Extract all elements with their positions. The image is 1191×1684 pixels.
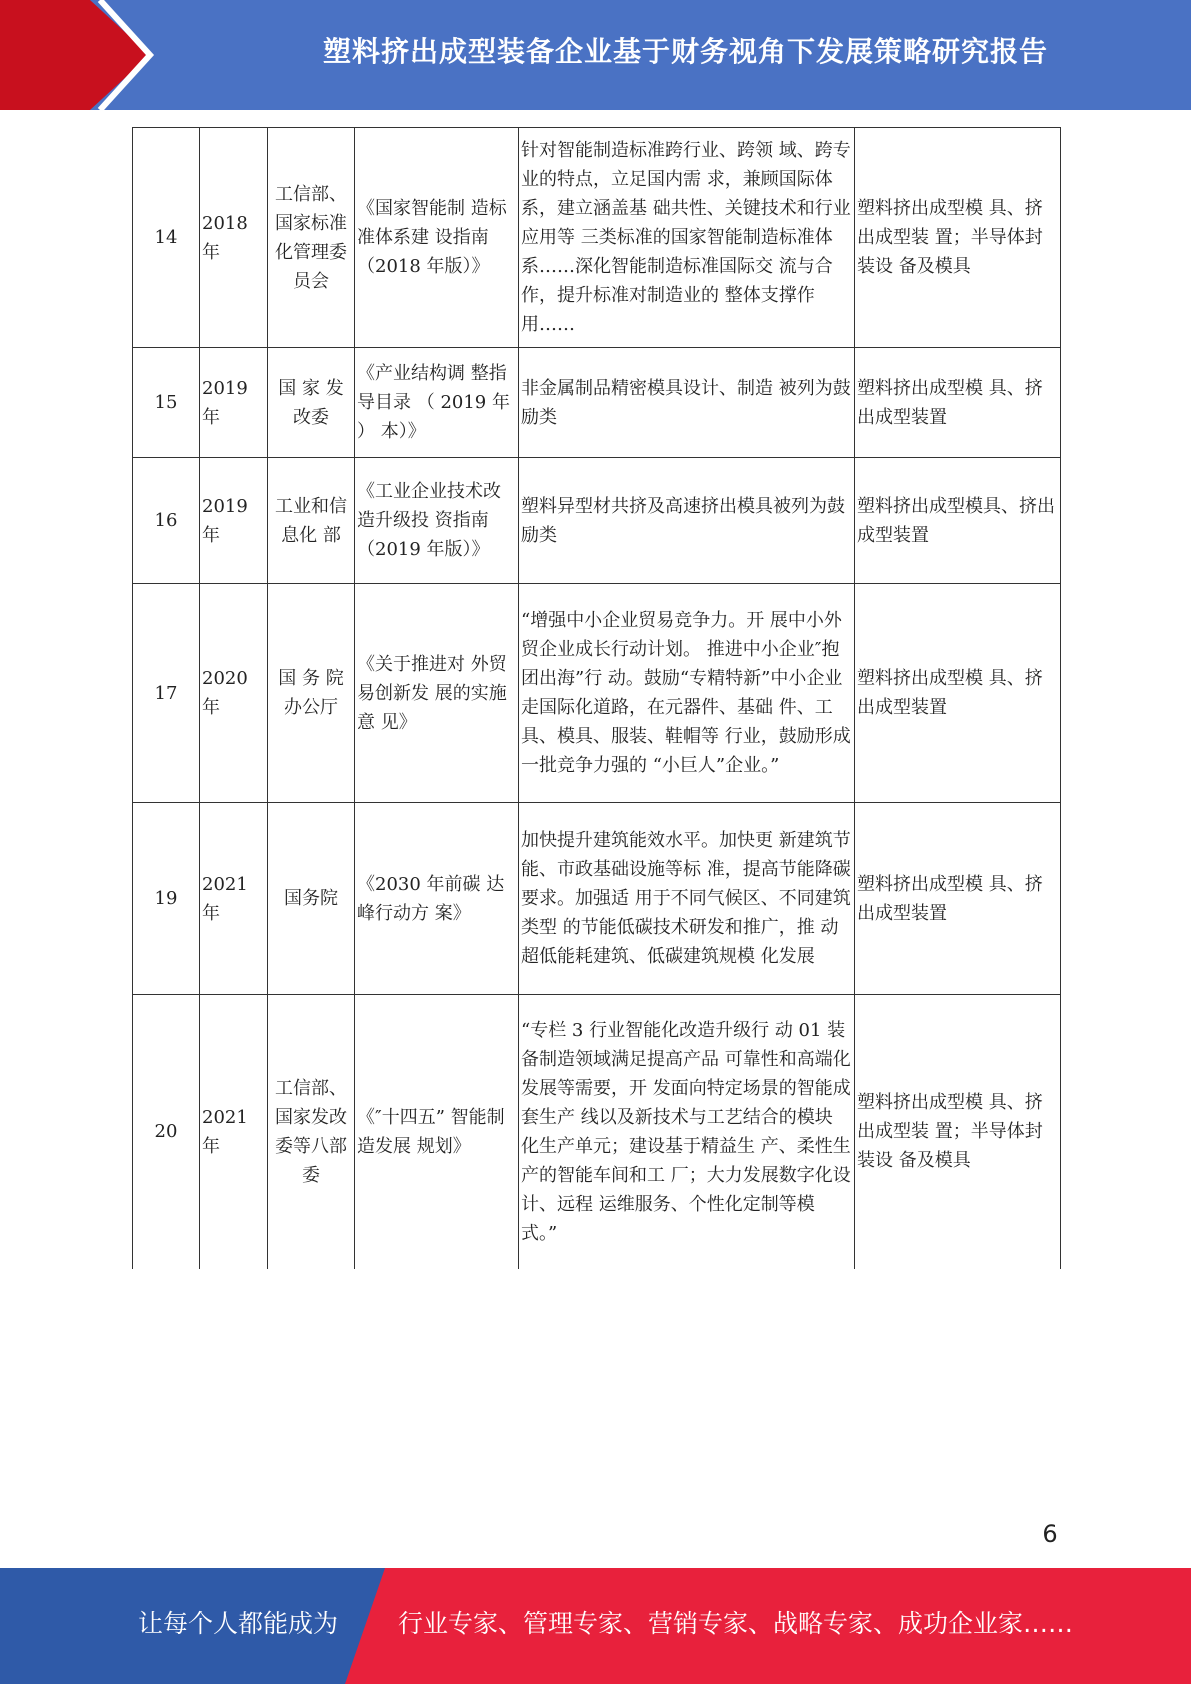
row-content: “专栏 3 行业智能化改造升级行 动 01 装备制造领域满足提高产品 可靠性和高端化发展等需要，开 发面向特定场景的智能成套生产 线以及新技术与工艺结合的模块 化生产单元；建设基于精益生 产、柔性生产的智能车间和工 厂；大力发展数字化设计、远程 运维服务、个性化定制等模 式。” bbox=[519, 995, 855, 1269]
table-row bbox=[133, 803, 1061, 995]
row-number: 15 bbox=[133, 348, 200, 458]
row-year: 2020年 bbox=[200, 584, 268, 803]
row-related-products: 塑料挤出成型模 具、挤出成型装 置；半导体封装设 备及模具 bbox=[855, 995, 1061, 1269]
row-department: 国务院 bbox=[268, 803, 355, 995]
row-document: 《工业企业技术改造升级投 资指南（2019 年版）》 bbox=[355, 458, 519, 584]
page-header bbox=[0, 0, 1191, 110]
row-number: 17 bbox=[133, 584, 200, 803]
row-number: 16 bbox=[133, 458, 200, 584]
row-document: 《产业结构调 整指导目录 （ 2019 年 ） 本）》 bbox=[355, 348, 519, 458]
row-number: 20 bbox=[133, 995, 200, 1269]
row-document: 《关于推进对 外贸易创新发 展的实施意 见》 bbox=[355, 584, 519, 803]
row-related-products: 塑料挤出成型模 具、挤出成型装 置；半导体封装设 备及模具 bbox=[855, 128, 1061, 348]
row-year: 2019年 bbox=[200, 458, 268, 584]
row-content: 非金属制品精密模具设计、制造 被列为鼓励类 bbox=[519, 348, 855, 458]
row-year: 2019年 bbox=[200, 348, 268, 458]
row-related-products: 塑料挤出成型模 具、挤出成型装置 bbox=[855, 348, 1061, 458]
row-content: 塑料异型材共挤及高速挤出模具被列为鼓励类 bbox=[519, 458, 855, 584]
row-document: 《″十四五” 智能制造发展 规划》 bbox=[355, 995, 519, 1269]
row-number: 14 bbox=[133, 128, 200, 348]
footer-slogan-right: 行业专家、管理专家、营销专家、战略专家、成功企业家…… bbox=[398, 1609, 1074, 1638]
report-title: 塑料挤出成型装备企业基于财务视角下发展策略研究报告 bbox=[322, 35, 1048, 68]
row-related-products: 塑料挤出成型模 具、挤出成型装置 bbox=[855, 803, 1061, 995]
row-number: 19 bbox=[133, 803, 200, 995]
row-content: “增强中小企业贸易竞争力。开 展中小外贸企业成长行动计划。 推进中小企业″抱团出海”行 动。鼓励“专精特新”中小企业 走国际化道路，在元器件、基础 件、工具、模具、服装、鞋帽等 行业，鼓励形成一批竞争力强的 “小巨人”企业。” bbox=[519, 584, 855, 803]
row-year: 2021年 bbox=[200, 803, 268, 995]
table-row bbox=[133, 584, 1061, 803]
row-document: 《2030 年前碳 达峰行动方 案》 bbox=[355, 803, 519, 995]
row-department: 国 家 发改委 bbox=[268, 348, 355, 458]
row-related-products: 塑料挤出成型模具、挤出成型装置 bbox=[855, 458, 1061, 584]
row-document: 《国家智能制 造标准体系建 设指南（2018 年版）》 bbox=[355, 128, 519, 348]
row-year: 2018年 bbox=[200, 128, 268, 348]
row-content: 加快提升建筑能效水平。加快更 新建筑节能、市政基础设施等标 准，提高节能降碳要求。加强适 用于不同气候区、不同建筑类型 的节能低碳技术研发和推广，推 动超低能耗建筑、低碳建筑规模 化发展 bbox=[519, 803, 855, 995]
table-row bbox=[133, 458, 1061, 584]
table-row bbox=[133, 348, 1061, 458]
row-department: 工信部、国家发改委等八部委 bbox=[268, 995, 355, 1269]
footer-slogan-left: 让每个人都能成为 bbox=[138, 1609, 339, 1638]
table-row bbox=[133, 995, 1061, 1269]
row-year: 2021年 bbox=[200, 995, 268, 1269]
row-department: 国 务 院办公厅 bbox=[268, 584, 355, 803]
page-number: 6 bbox=[1042, 1520, 1058, 1548]
page-footer bbox=[0, 1568, 1191, 1684]
row-department: 工业和信息化 部 bbox=[268, 458, 355, 584]
policy-table bbox=[132, 127, 1061, 1269]
table-row bbox=[133, 128, 1061, 348]
row-department: 工信部、国家标准化管理委员会 bbox=[268, 128, 355, 348]
row-related-products: 塑料挤出成型模 具、挤出成型装置 bbox=[855, 584, 1061, 803]
row-content: 针对智能制造标准跨行业、跨领 域、跨专业的特点，立足国内需 求，兼顾国际体系，建立涵盖基 础共性、关键技术和行业应用等 三类标准的国家智能制造标准体 系……深化智能制造标准国际交 流与合作，提升标准对制造业的 整体支撑作用…… bbox=[519, 128, 855, 348]
header-red-chevron bbox=[0, 0, 160, 110]
